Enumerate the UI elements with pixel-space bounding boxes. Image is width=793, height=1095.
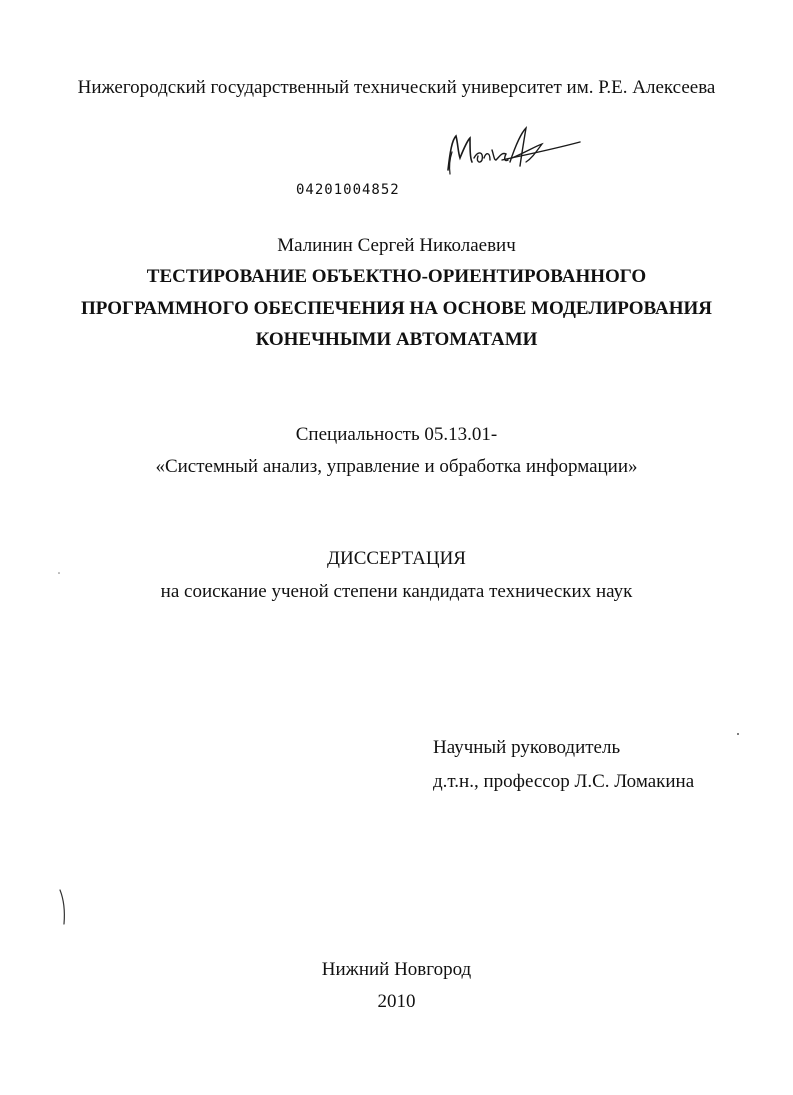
specialty-code: Специальность 05.13.01- (295, 424, 498, 445)
handwritten-signature (440, 122, 590, 182)
author-name: Малинин Сергей Николаевич (277, 235, 516, 256)
year: 2010 (377, 991, 416, 1012)
degree-purpose: на соискание ученой степени кандидата технических наук (160, 581, 633, 602)
title-line-3: КОНЕЧНЫМИ АВТОМАТАМИ (255, 329, 538, 350)
title-line-1: ТЕСТИРОВАНИЕ ОБЪЕКТНО-ОРИЕНТИРОВАННОГО (146, 266, 647, 287)
scan-dot-right (734, 730, 742, 738)
title-line-2: ПРОГРАММНОГО ОБЕСПЕЧЕНИЯ НА ОСНОВЕ МОДЕЛИРОВАНИЯ (80, 298, 713, 319)
scan-mark-left (58, 888, 70, 928)
city: Нижний Новгород (321, 959, 472, 980)
supervisor-name: д.т.н., профессор Л.С. Ломакина (433, 771, 695, 792)
document-type: ДИССЕРТАЦИЯ (327, 548, 466, 569)
specialty-name: «Системный анализ, управление и обработка информации» (155, 456, 638, 477)
supervisor-role: Научный руководитель (433, 737, 621, 758)
university-name: Нижегородский государственный технический университет им. Р.Е. Алексеева (77, 77, 716, 98)
catalog-number: 04201004852 (296, 182, 400, 198)
scan-dot-left (56, 570, 62, 576)
